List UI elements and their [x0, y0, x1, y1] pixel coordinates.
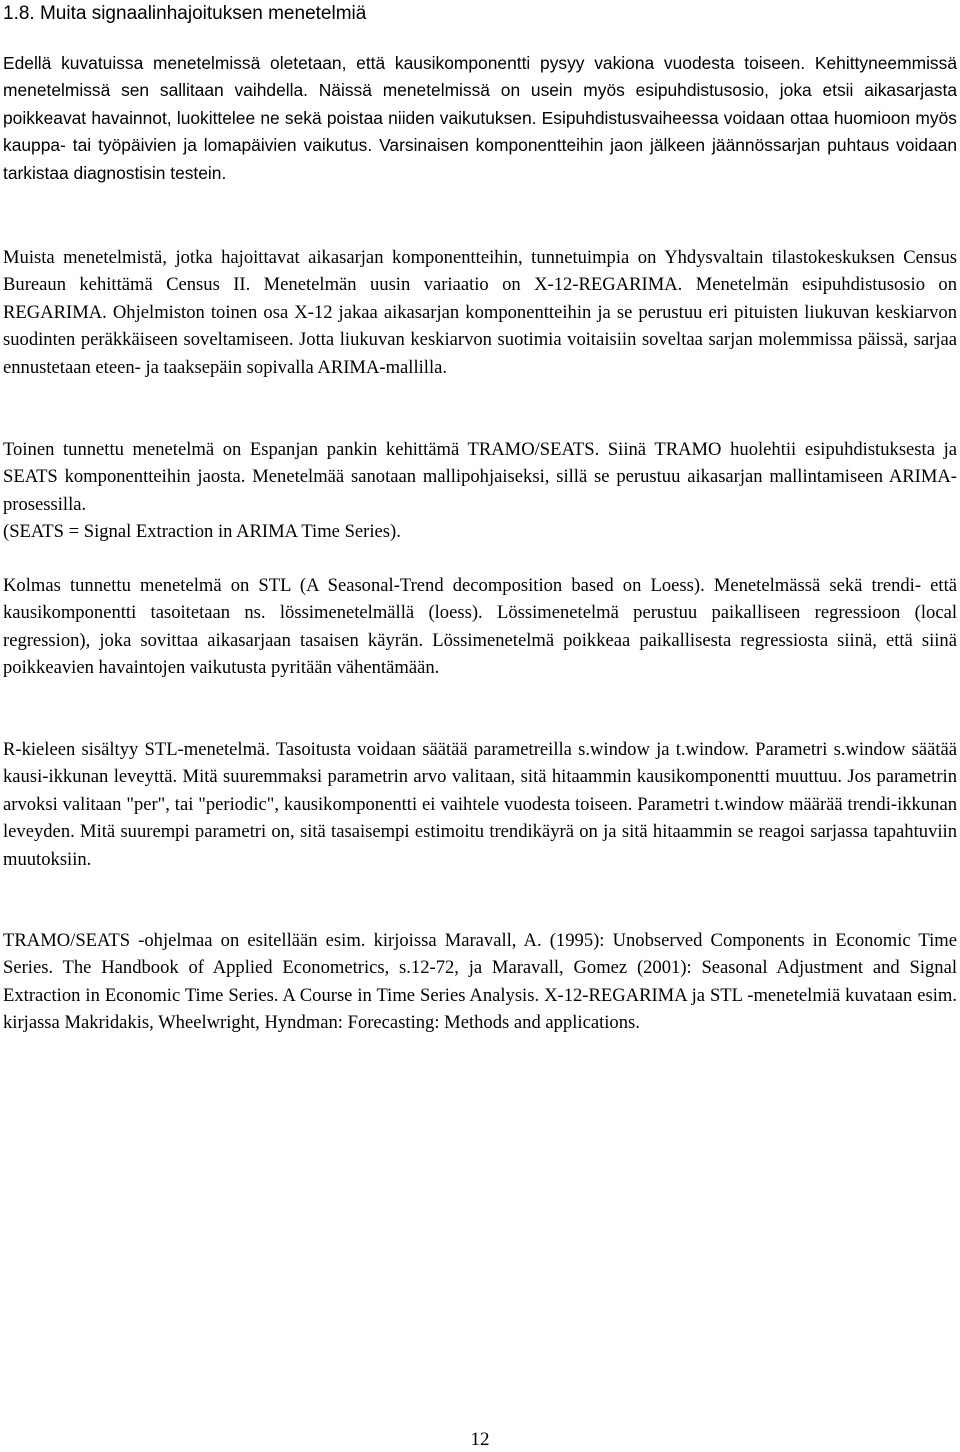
- paragraph-kausikomponentti: [3, 50, 957, 187]
- paragraph-text: Edellä kuvatuissa menetelmissä oletetaan, että kausikomponentti pysyy vakiona vuodesta toiseen. Kehittyneemmissä menetelmissä sen sallitaan vaihdella. Näissä menetelmissä on usein myös esipuhdistusosio, joka etsii aikasarjasta poikkeavat havainnot, luokittelee ne sekä poistaa niiden vaikutuksen. Esipuhdistusvaiheessa voidaan ottaa huomioon myös kauppa- tai työpäivien ja lomapäivien vaikutus. Varsinaisen komponentteihin jaon jälkeen jäännössarjan puhtaus voidaan tarkistaa diagnostisin testein.: [3, 53, 957, 183]
- paragraph-census: [3, 244, 957, 381]
- paragraph-r-stl: [3, 736, 957, 873]
- section-heading: 1.8. Muita signaalinhajoituksen menetelmiä: [3, 3, 367, 24]
- seats-definition: (SEATS = Signal Extraction in ARIMA Time Series).: [3, 521, 401, 543]
- page-number: 12: [470, 1429, 490, 1450]
- paragraph-references: [3, 927, 957, 1037]
- paragraph-text: TRAMO/SEATS -ohjelmaa on esitellään esim. kirjoissa Maravall, A. (1995): Unobserved Components in Economic Time Series. The Handbook of Applied Econometrics, s.12-72, ja Maravall, Gomez (2001): Seasonal Adjustment and Signal Extraction in Economic Time Series. A Course in Time Series Analysis. X-12-REGARIMA ja STL -menetelmiä kuvataan esim. kirjassa Makridakis, Wheelwright, Hyndman: Forecasting: Methods and applications.: [3, 930, 957, 1034]
- paragraph-stl: [3, 572, 957, 682]
- paragraph-text: Muista menetelmistä, jotka hajoittavat aikasarjan komponentteihin, tunnetuimpia on Yhdysvaltain tilastokeskuksen Census Bureaun kehittämä Census II. Menetelmän uusin variaatio on X-12-REGARIMA. Menetelmän esipuhdistusosio on REGARIMA. Ohjelmiston toinen osa X-12 jakaa aikasarjan komponentteihin ja se perustuu eri pituisten liukuvan keskiarvon suodinten peräkkäiseen soveltamiseen. Jotta liukuvan keskiarvon suotimia voitaisiin soveltaa sarjan molemmissa päissä, sarjaa ennustetaan eteen- ja taaksepäin sopivalla ARIMA-mallilla.: [3, 247, 957, 378]
- paragraph-text: R-kieleen sisältyy STL-menetelmä. Tasoitusta voidaan säätää parametreilla s.window ja t.window. Parametri s.window säätää kausi-ikkunan leveyttä. Mitä suuremmaksi parametrin arvo valitaan, sitä hitaammin kausikomponentti muuttuu. Jos parametrin arvoksi valitaan "per", tai "periodic", kausikomponentti ei vaihtele vuodesta toiseen. Parametri t.window määrää trendi-ikkunan leveyden. Mitä suurempi parametri on, sitä tasaisempi estimoitu trendikäyrä on ja sitä hitaammin se reagoi sarjassa tapahtuviin muutoksiin.: [3, 739, 957, 870]
- paragraph-text: Kolmas tunnettu menetelmä on STL (A Seasonal-Trend decomposition based on Loess). Menetelmässä sekä trendi- että kausikomponentti tasoitetaan ns. lössimenetelmällä (loess). Lössimenetelmä perustuu paikalliseen regressioon (local regression), joka sovittaa aikasarjaan tasaisen käyrän. Lössimenetelmä poikkeaa paikallisesta regressiosta siinä, että siinä poikkeavien havaintojen vaikutusta pyritään vähentämään.: [3, 575, 957, 679]
- paragraph-tramo-seats: [3, 436, 957, 546]
- paragraph-text: Toinen tunnettu menetelmä on Espanjan pankin kehittämä TRAMO/SEATS. Siinä TRAMO huolehtii esipuhdistuksesta ja SEATS komponentteihin jaosta. Menetelmää sanotaan mallipohjaiseksi, sillä se perustuu aikasarjan mallintamiseen ARIMA-prosessilla.: [3, 439, 957, 515]
